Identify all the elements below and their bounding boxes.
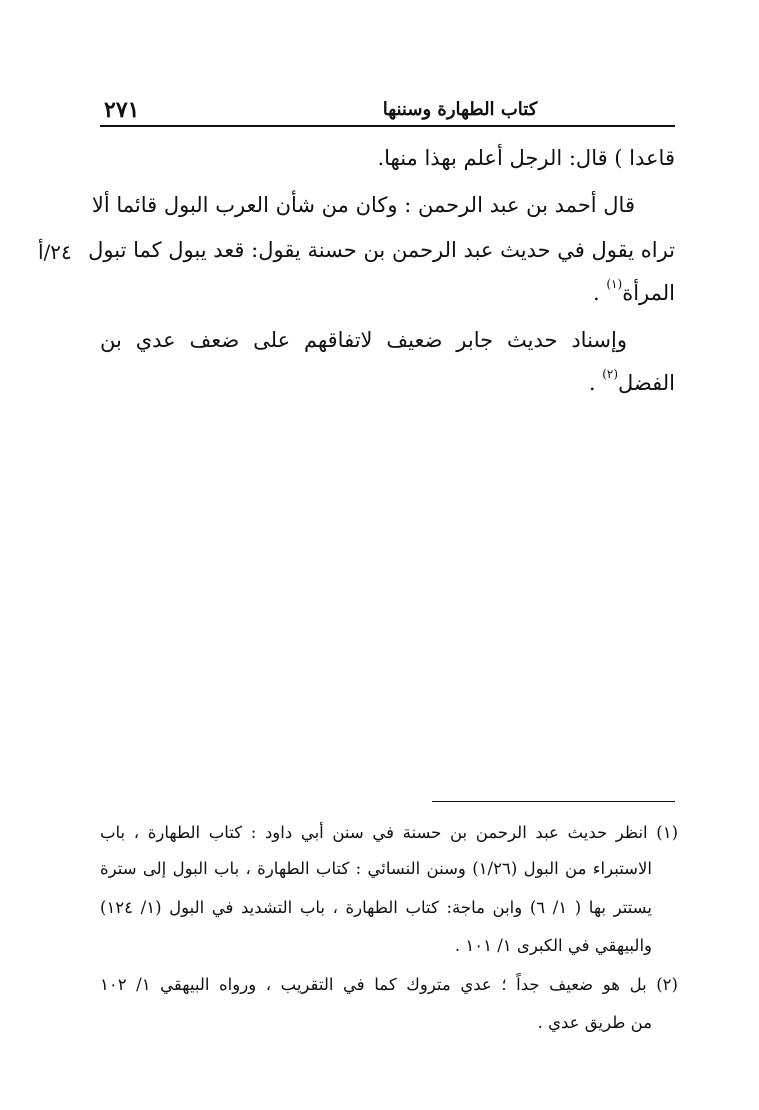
manuscript-folio-note: ٢٤/أ: [38, 240, 72, 264]
body-line-4-end: .: [593, 281, 607, 305]
footnote-2-line-2: من طريق عدي .: [537, 1013, 652, 1032]
footnote-1-line-3: يستتر بها ( ١/ ٦) وابن ماجة: كتاب الطهارة ، باب التشديد في البول (١/ ١٢٤): [100, 898, 652, 917]
footnote-marker-2: (٢): [602, 367, 619, 381]
footnote-2-line-1: (٢) بل هو ضعيف جداً ؛ عدي متروك كما في التقريب ، ورواه البيهقي ١/ ١٠٢: [100, 975, 678, 994]
body-line-2: قال أحمد بن عبد الرحمن : وكان من شأن العرب البول قائما ألا: [91, 193, 635, 217]
page-header: [100, 95, 675, 127]
body-line-4-text: المرأة: [622, 281, 675, 305]
body-line-4: [100, 278, 675, 308]
body-line-3: تراه يقول في حديث عبد الرحمن بن حسنة يقول: قعد يبول كما تبول: [88, 238, 675, 262]
body-line-1: قاعدا ) قال: الرجل أعلم بهذا منها.: [377, 146, 675, 170]
body-line-5: وإسناد حديث جابر ضعيف لاتفاقهم على ضعف عدي بن: [100, 328, 627, 352]
body-line-6-end: .: [588, 371, 603, 395]
running-title: كتاب الطهارة وسننها: [382, 99, 538, 120]
footnote-1-line-4: والبيهقي في الكبرى ١/ ١٠١ .: [454, 936, 652, 955]
body-line-6-text: الفضل: [618, 371, 675, 395]
body-line-6: [100, 368, 675, 398]
footnote-1-line-2: الاستبراء من البول (١/٢٦) وسنن النسائي : كتاب الطهارة ، باب البول إلى سترة: [100, 859, 652, 878]
page-number: ٢٧١: [104, 97, 140, 123]
footnote-1-line-1: (١) انظر حديث عبد الرحمن بن حسنة في سنن أبي داود : كتاب الطهارة ، باب: [100, 823, 678, 842]
footnote-marker-1: (١): [606, 277, 623, 291]
footnote-separator: [432, 801, 675, 802]
